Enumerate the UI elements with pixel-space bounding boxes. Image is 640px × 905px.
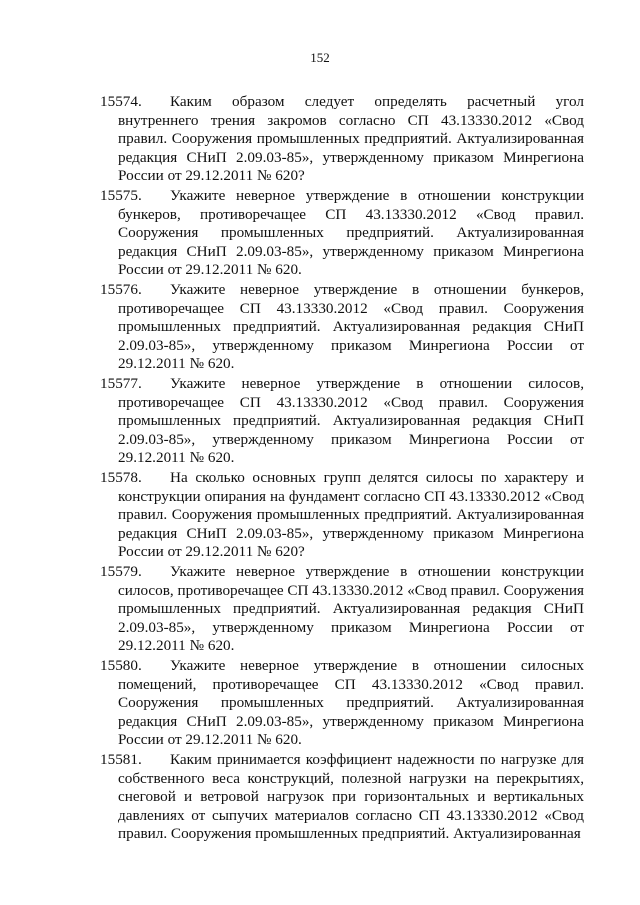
question-item bbox=[100, 281, 584, 374]
question-text: На сколько основных групп делятся силосы по характеру и конструкции опирания на фундамент согласно СП 43.13330.2012 «Свод правил. Сооружения промышленных предприятий. Актуализированная редакция СНиП 2.09.03-85», утвержденному приказом Минрегиона России от 29.12.2011 № 620? bbox=[118, 469, 584, 560]
question-text: Укажите неверное утверждение в отношении конструкции силосов, противоречащее СП 43.13330.2012 «Свод правил. Сооружения промышленных предприятий. Актуализированная редакция СНиП 2.09.03-85», утвержденному приказом Минрегиона России от 29.12.2011 № 620. bbox=[118, 563, 584, 654]
question-text: Каким принимается коэффициент надежности по нагрузке для собственного веса конструкций, полезной нагрузки на перекрытиях, снеговой и ветровой нагрузок при горизонтальных и вертикальных давлениях от сыпучих материалов согласно СП 43.13330.2012 «Свод правил. Сооружения промышленных предприятий. Актуализированная bbox=[118, 751, 584, 842]
question-item bbox=[100, 469, 584, 562]
question-text: Укажите неверное утверждение в отношении конструкции бункеров, противоречащее СП 43.13330.2012 «Свод правил. Сооружения промышленных предприятий. Актуализированная редакция СНиП 2.09.03-85», утвержденному приказом Минрегиона России от 29.12.2011 № 620. bbox=[118, 187, 584, 278]
question-text: Укажите неверное утверждение в отношении силосов, противоречащее СП 43.13330.2012 «Свод правил. Сооружения промышленных предприятий. Актуализированная редакция СНиП 2.09.03-85», утвержденному приказом Минрегиона России от 29.12.2011 № 620. bbox=[118, 375, 584, 466]
question-number: 15576. bbox=[100, 281, 142, 298]
question-text: Каким образом следует определять расчетный угол внутреннего трения закромов согласно СП 43.13330.2012 «Свод правил. Сооружения промышленных предприятий. Актуализированная редакция СНиП 2.09.03-85», утвержденному приказом Минрегиона России от 29.12.2011 № 620? bbox=[118, 93, 584, 184]
question-item bbox=[100, 751, 584, 844]
question-item bbox=[100, 563, 584, 656]
page-number: 152 bbox=[310, 50, 330, 65]
question-number: 15575. bbox=[100, 187, 142, 204]
question-number: 15578. bbox=[100, 469, 142, 486]
question-text: Укажите неверное утверждение в отношении силосных помещений, противоречащее СП 43.13330.2012 «Свод правил. Сооружения промышленных предприятий. Актуализированная редакция СНиП 2.09.03-85», утвержденному приказом Минрегиона России от 29.12.2011 № 620. bbox=[118, 657, 584, 748]
question-item bbox=[100, 93, 584, 186]
question-item bbox=[100, 187, 584, 280]
question-number: 15579. bbox=[100, 563, 142, 580]
question-item bbox=[100, 375, 584, 468]
question-item bbox=[100, 657, 584, 750]
question-text: Укажите неверное утверждение в отношении бункеров, противоречащее СП 43.13330.2012 «Свод правил. Сооружения промышленных предприятий. Актуализированная редакция СНиП 2.09.03-85», утвержденному приказом Минрегиона России от 29.12.2011 № 620. bbox=[118, 281, 584, 372]
question-list bbox=[100, 93, 584, 845]
question-number: 15581. bbox=[100, 751, 142, 768]
question-number: 15574. bbox=[100, 93, 142, 110]
question-number: 15580. bbox=[100, 657, 142, 674]
question-number: 15577. bbox=[100, 375, 142, 392]
